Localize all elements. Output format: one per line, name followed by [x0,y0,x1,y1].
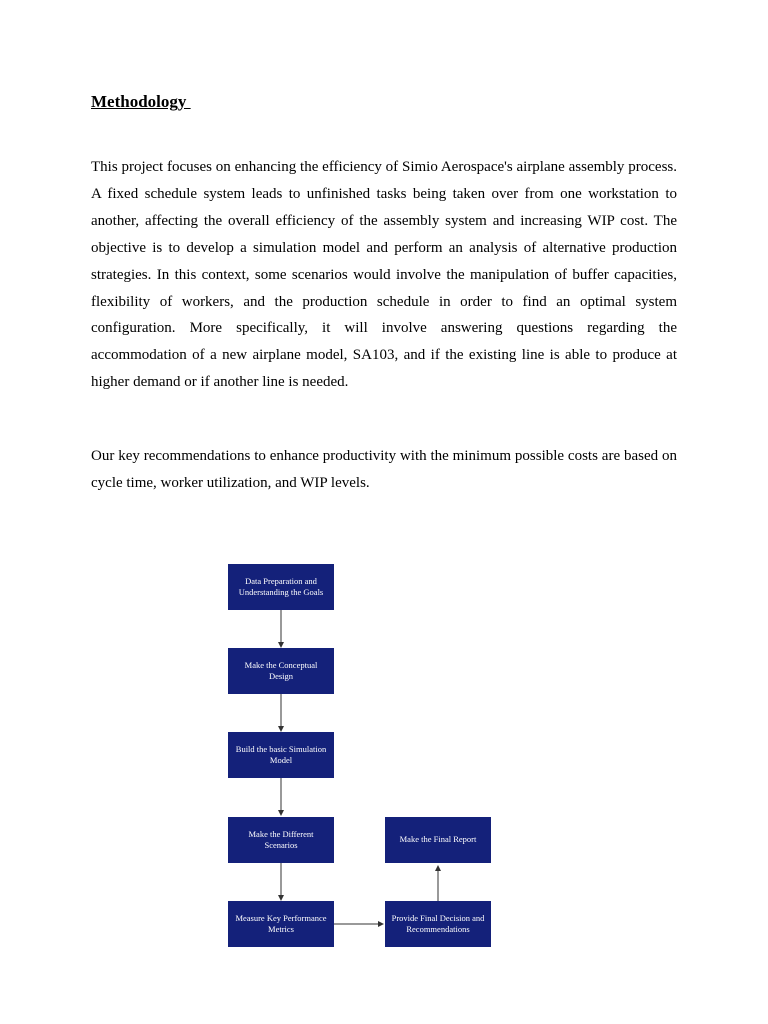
flow-step-scenarios: Make the Different Scenarios [228,817,334,863]
flow-step-conceptual-design: Make the Conceptual Design [228,648,334,694]
paragraph-recommendations: Our key recommendations to enhance productivity with the minimum possible costs are based on cycle time, worker utilization, and WIP levels. [91,448,677,491]
methodology-flowchart [216,548,506,963]
flow-step-performance-metrics: Measure Key Performance Metrics [228,901,334,947]
flow-step-final-report: Make the Final Report [385,817,491,863]
flow-step-data-preparation: Data Preparation and Understanding the Goals [228,564,334,610]
paragraph-intro: This project focuses on enhancing the efficiency of Simio Aerospace's airplane assembly process. A fixed schedule system leads to unfinished tasks being taken over from one workstation to another, affecting the overall efficiency of the assembly system and increasing WIP cost. The objective is to develop a simulation model and perform an analysis of alternative production strategies. In this context, some scenarios would involve the manipulation of buffer capacities, flexibility of workers, and the production schedule in order to find an optimal system configuration. More specifically, it will involve answering questions regarding the accommodation of a new airplane model, SA103, and if the existing line is able to produce at higher demand or if another line is needed. [91,159,677,391]
flow-step-build-simulation: Build the basic Simulation Model [228,732,334,778]
flow-step-final-decision: Provide Final Decision and Recommendations [385,901,491,947]
page-heading: Methodology [91,92,191,111]
